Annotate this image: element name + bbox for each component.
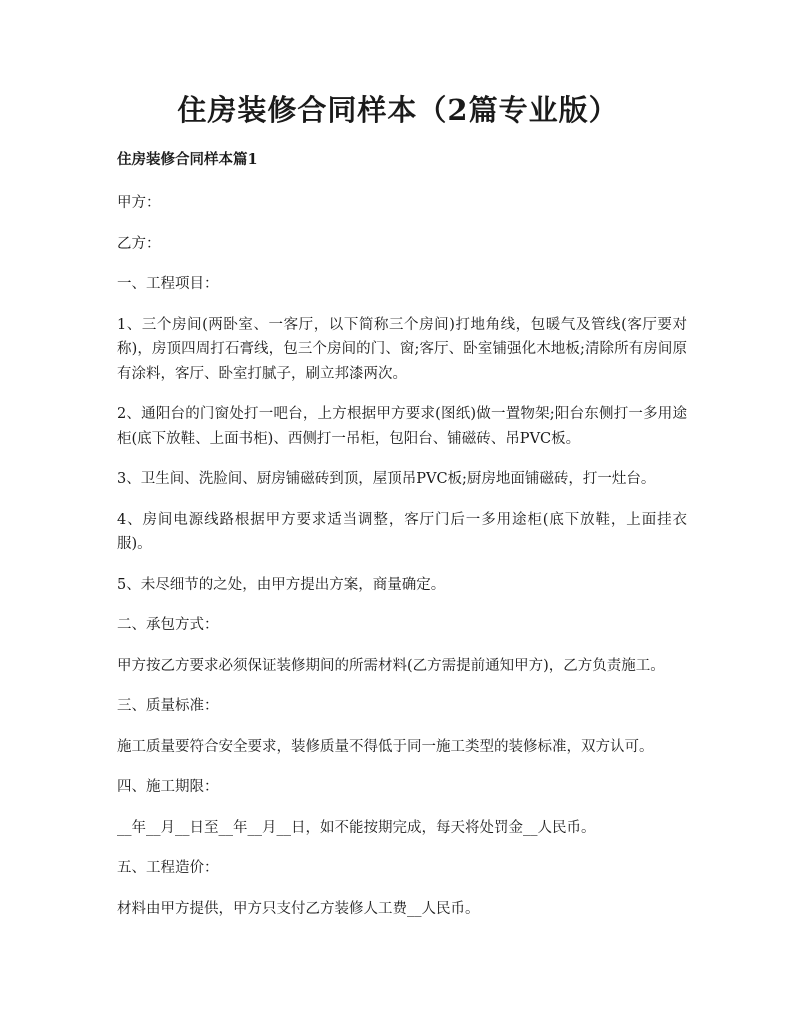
project-item-1: 1、三个房间(两卧室、一客厅，以下简称三个房间)打地角线，包暖气及管线(客厅要对称)，房顶四周打石膏线，包三个房间的门、窗;客厅、卧室铺强化木地板;清除所有房间原有涂料，客厅、卧室打腻子，刷立邦漆两次。	[117, 316, 687, 382]
heading-quality-standard: 三、质量标准：	[117, 698, 219, 714]
party-b-line: 乙方：	[117, 235, 161, 252]
document-body	[117, 148, 687, 937]
heading-project-cost: 五、工程造价：	[117, 860, 219, 876]
project-cost-text: 材料由甲方提供，甲方只支付乙方装修人工费__人民币。	[117, 900, 480, 917]
project-item-5: 5、未尽细节的之处，由甲方提出方案，商量确定。	[117, 576, 446, 593]
heading-contract-method: 二、承包方式：	[117, 617, 219, 633]
document-title: 住房装修合同样本（2篇专业版）	[177, 93, 619, 127]
project-item-4: 4、房间电源线路根据甲方要求适当调整，客厅门后一多用途柜(底下放鞋，上面挂衣服)。	[117, 511, 687, 552]
construction-period-text: __年__月__日至__年__月__日，如不能按期完成，每天将处罚金__人民币。	[117, 819, 596, 836]
heading-project-items: 一、工程项目：	[117, 276, 219, 292]
project-item-3: 3、卫生间、洗脸间、厨房铺磁砖到顶，屋顶吊PVC板;厨房地面铺磁砖，打一灶台。	[117, 471, 656, 487]
heading-construction-period: 四、施工期限：	[117, 779, 219, 795]
project-item-2: 2、通阳台的门窗处打一吧台，上方根据甲方要求(图纸)做一置物架;阳台东侧打一多用途柜(底下放鞋、上面书柜)、西侧打一吊柜，包阳台、铺磁砖、吊PVC板。	[117, 406, 687, 447]
section-subtitle: 住房装修合同样本篇1	[117, 151, 258, 168]
contract-method-text: 甲方按乙方要求必须保证装修期间的所需材料(乙方需提前通知甲方)，乙方负责施工。	[117, 657, 665, 674]
party-a-line: 甲方：	[117, 195, 161, 211]
quality-standard-text: 施工质量要符合安全要求，装修质量不得低于同一施工类型的装修标准，双方认可。	[117, 738, 654, 755]
